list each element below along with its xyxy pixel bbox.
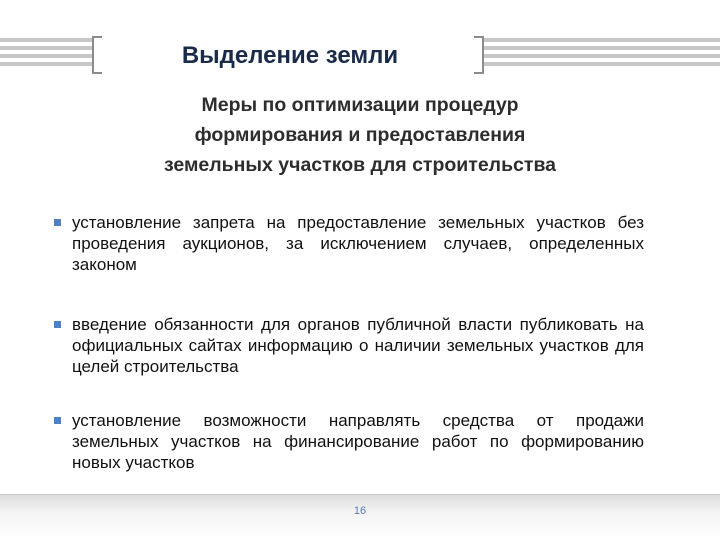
page-number: 16 [353,505,367,517]
slide-title: Выделение земли [181,42,399,69]
bullet-item [52,410,652,473]
bullet-text: установление запрета на предоставление земельных участков без проведения аукционов, за исключением случаев, определенных законом [72,213,644,274]
square-bullet-icon [54,417,61,424]
bullet-text: установление возможности направлять средства от продажи земельных участков на финансирование работ по формированию новых участков [72,411,644,472]
square-bullet-icon [54,219,61,226]
slide-subtitle [60,90,660,180]
subtitle-line: формирования и предоставления [194,124,526,146]
bullet-text: введение обязанности для органов публичной власти публиковать на официальных сайтах информацию о наличии земельных участков для целей строительства [72,315,644,376]
header-stripes-left [0,36,92,66]
title-bracket-right [474,36,484,74]
bullet-item [52,314,652,377]
title-bracket-left [92,36,102,74]
footer-band [0,494,720,540]
footer-divider [0,494,720,495]
bullet-item [52,212,652,275]
subtitle-line: Меры по оптимизации процедур [201,94,519,116]
square-bullet-icon [54,321,61,328]
subtitle-line: земельных участков для строительства [163,154,557,176]
header-stripes-right [484,36,720,66]
